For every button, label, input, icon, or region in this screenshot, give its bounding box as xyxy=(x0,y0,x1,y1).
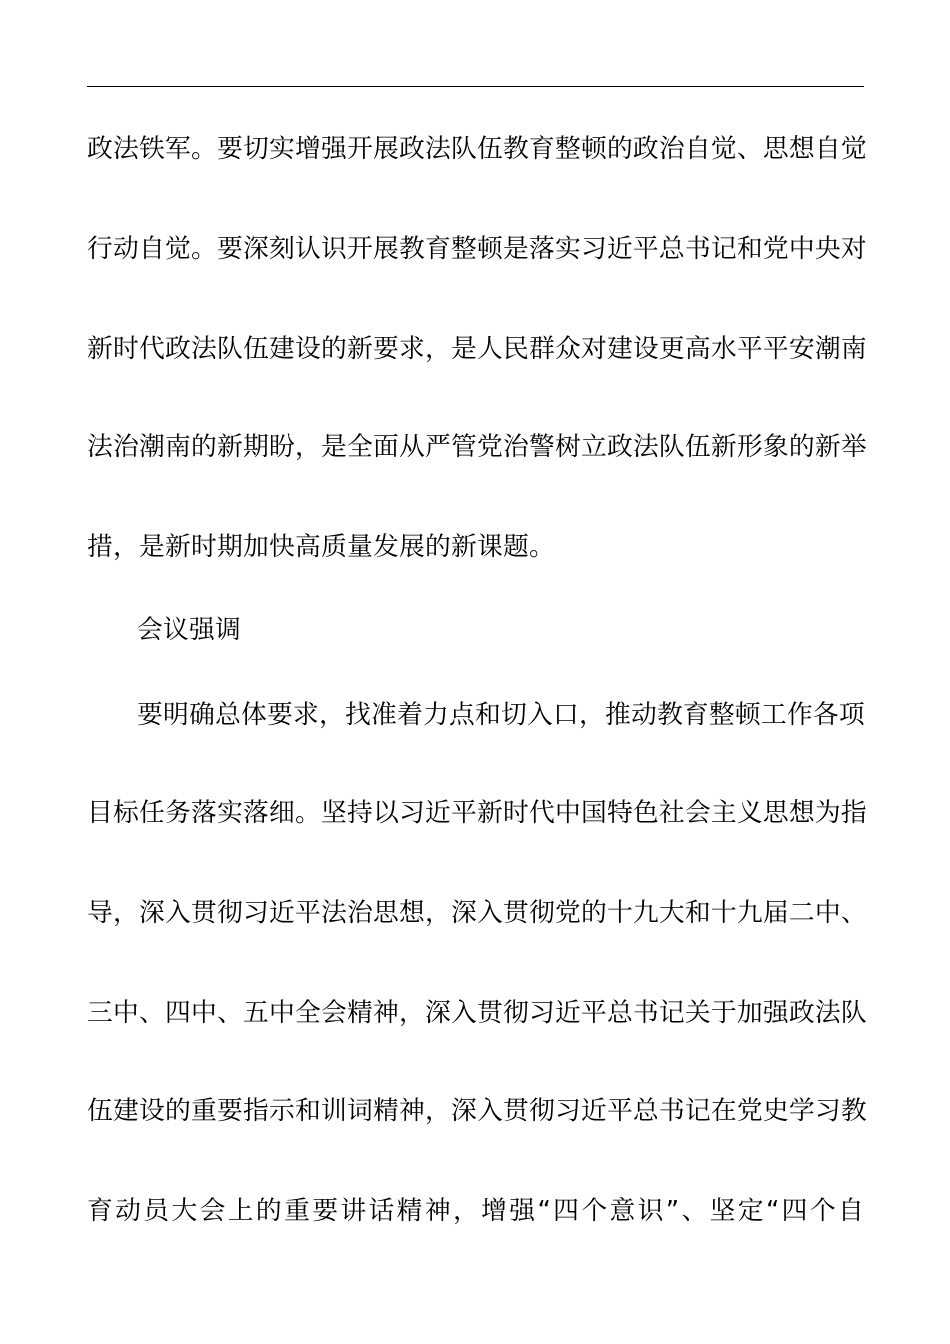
paragraph-line: 导，深入贯彻习近平法治思想，深入贯彻党的十九大和十九届二中、 xyxy=(87,898,867,928)
paragraph-line: 行动自觉。要深刻认识开展教育整顿是落实习近平总书记和党中央对 xyxy=(87,234,867,264)
paragraph-line: 要明确总体要求，找准着力点和切入口，推动教育整顿工作各项 xyxy=(137,700,865,730)
paragraph-line: 育动员大会上的重要讲话精神，增强“四个意识”、坚定“四个自 xyxy=(87,1196,864,1226)
paragraph-line: 法治潮南的新期盼，是全面从严管党治警树立政法队伍新形象的新举 xyxy=(87,432,867,462)
header-rule xyxy=(87,86,864,87)
paragraph-line: 政法铁军。要切实增强开展政法队伍教育整顿的政治自觉、思想自觉 xyxy=(87,134,867,164)
paragraph-line: 新时代政法队伍建设的新要求，是人民群众对建设更高水平平安潮南 xyxy=(87,334,867,364)
section-heading: 会议强调 xyxy=(137,615,241,645)
paragraph-line: 三中、四中、五中全会精神，深入贯彻习近平总书记关于加强政法队 xyxy=(87,998,867,1028)
paragraph-line: 措，是新时期加快高质量发展的新课题。 xyxy=(87,532,555,562)
paragraph-line: 目标任务落实落细。坚持以习近平新时代中国特色社会主义思想为指 xyxy=(87,798,867,828)
paragraph-line: 伍建设的重要指示和训词精神，深入贯彻习近平总书记在党史学习教 xyxy=(87,1096,867,1126)
